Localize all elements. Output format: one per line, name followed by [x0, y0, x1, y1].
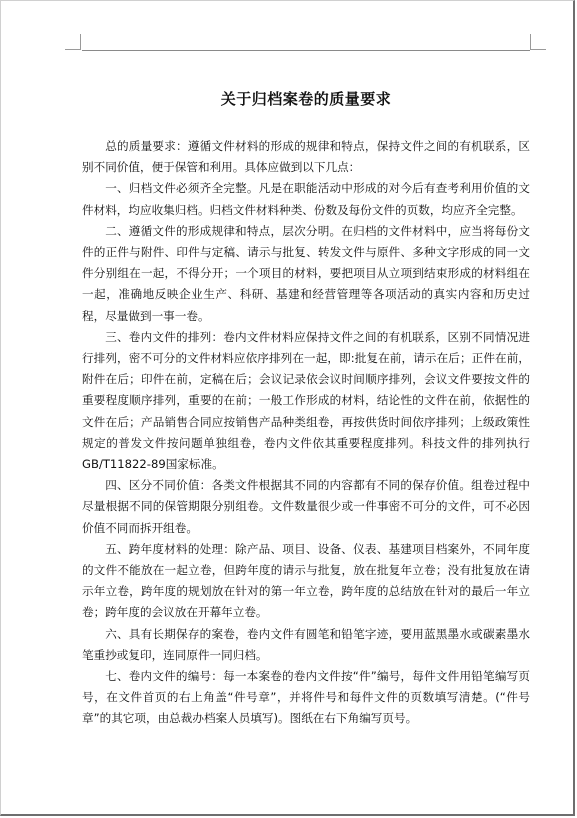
- margin-corner-mark-left: [65, 34, 81, 50]
- paragraph-cross-year: 五、跨年度材料的处理：除产品、项目、设备、仪表、基建项目档案外，不同年度的文件不能放在一起立卷，但跨年度的请示与批复，放在批复年立卷；没有批复放在请示年立卷，跨年度的规划放在针对的第一年立卷，跨年度的总结放在针对的最后一年立卷；跨年度的会议放在开幕年立卷。: [82, 541, 530, 620]
- margin-corner-mark-right: [530, 34, 546, 50]
- paragraph-completeness: 一、归档文件必须齐全完整。凡是在职能活动中形成的对今后有查考利用价值的文件材料，均应收集归档。归档文件材料种类、份数及每份文件的页数，均应齐全完整。: [82, 181, 530, 217]
- paragraph-numbering: 七、卷内文件的编号：每一本案卷的卷内文件按“件”编号，每件文件用铅笔编写页号，在文件首页的右上角盖“件号章”，并将件号和每件文件的页数填写清楚。(“件号章”的其它项，由总裁办档案人员填写)。图纸在右下角编写页号。: [82, 669, 530, 726]
- paragraph-hierarchy: 二、遵循文件的形成规律和特点，层次分明。在归档的文件材料中，应当将每份文件的正件与附件、印件与定稿、请示与批复、转发文件与原件、多种文字形成的同一文件分别组在一起，不得分开；一个项目的材料，要把项目从立项到结束形成的材料组在一起，准确地反映企业生产、科研、基建和经营管理等各项活动的真实内容和历史过程，尽量做到一事一卷。: [82, 223, 530, 323]
- document-body: [82, 136, 530, 730]
- document-title: 关于归档案卷的质量要求: [220, 90, 392, 108]
- paragraph-value-distinction: 四、区分不同价值：各类文件根据其不同的内容都有不同的保存价值。组卷过程中尽量根据不同的保管期限分别组卷。文件数量很少或一件事密不可分的文件，可不必因价值不同而拆开组卷。: [82, 478, 530, 535]
- header-rule: [82, 50, 530, 51]
- paragraph-long-term: 六、具有长期保存的案卷，卷内文件有圆笔和铅笔字迹，要用蓝黑墨水或碳素墨水笔重抄或复印，连同原件一同归档。: [82, 626, 530, 662]
- paragraph-general-requirement: 总的质量要求：遵循文件材料的形成的规律和特点，保持文件之间的有机联系，区别不同价值，便于保管和利用。具体应做到以下几点：: [82, 139, 530, 175]
- paragraph-arrangement: 三、卷内文件的排列：卷内文件材料应保持文件之间的有机联系，区别不同情况进行排列，密不可分的文件材料应依序排列在一起，即:批复在前，请示在后；正件在前，附件在后；印件在前，定稿在后；会议记录依会议时间顺序排列，会议文件要按文件的重要程度顺序排列，重要的在前；一般工作形成的材料，结论性的文件在前，依据性的文件在后；产品销售合同应按销售产品种类组卷，再按供货时间依序排列；上级政策性规定的普发文件按问题单独组卷，卷内文件依其重要程度排列。科技文件的排列执行GB/T11822-89国家标准。: [82, 329, 530, 472]
